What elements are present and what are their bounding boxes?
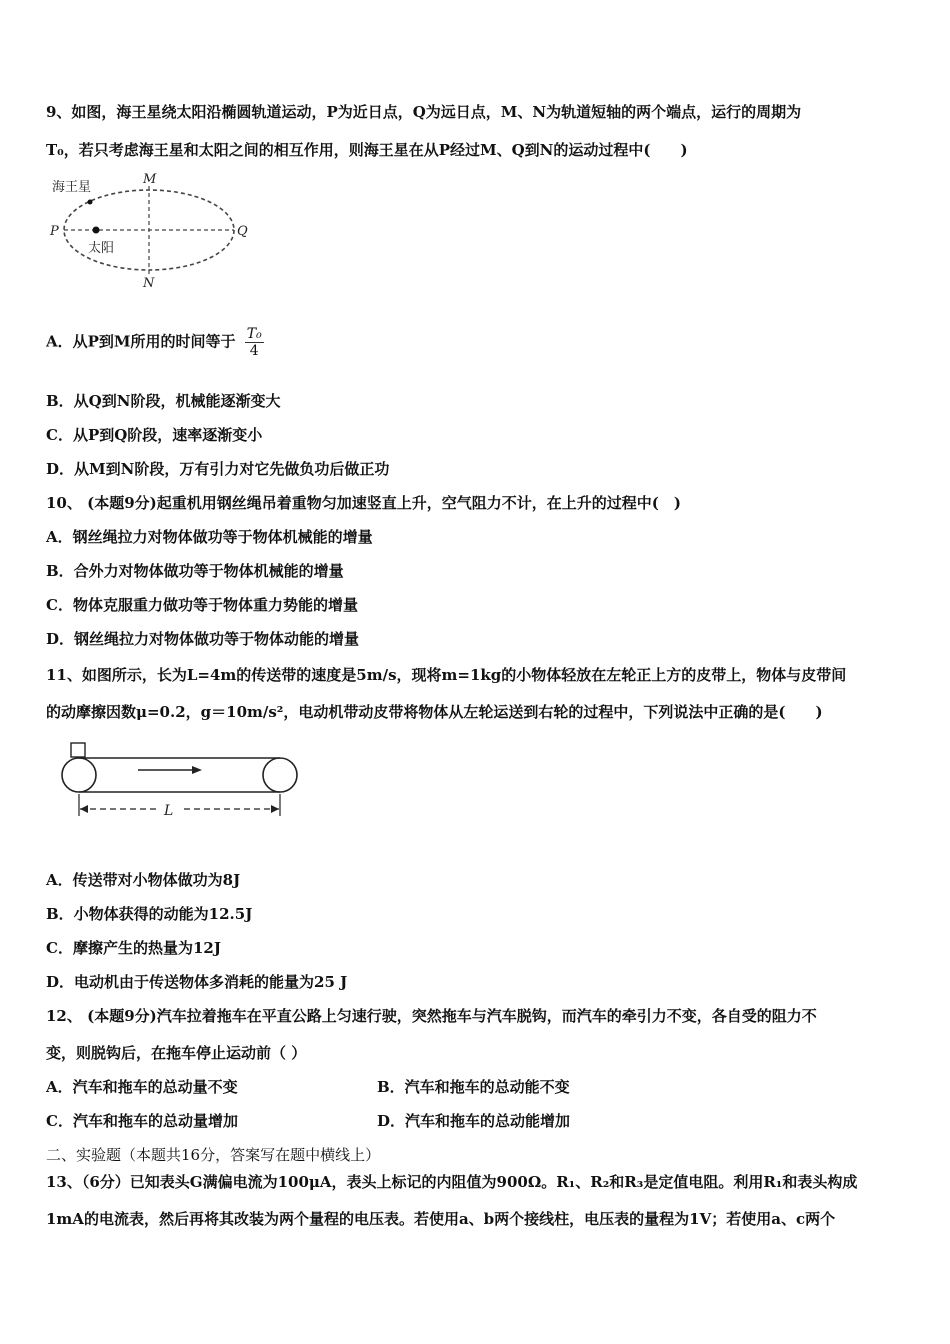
ellipse-orbit-figure: [46, 168, 266, 290]
q12-stem-line2: 变，则脱钩后，在拖车停止运动前（ ）: [46, 1044, 307, 1062]
neptune-dot: [88, 200, 93, 205]
q10-option-a: A．钢丝绳拉力对物体做功等于物体机械能的增量: [46, 528, 373, 546]
q12-stem-line1: 12、 (本题9分)汽车拉着拖车在平直公路上匀速行驶，突然拖车与汽车脱钩，而汽车的牵引力不变，各自受的阻力不: [46, 1007, 817, 1025]
q13-stem-line2: 1mA的电流表，然后再将其改装为两个量程的电压表。若使用a、b两个接线柱，电压表的量程为1V；若使用a、c两个: [46, 1210, 836, 1228]
q9-stem-line1: 9、如图，海王星绕太阳沿椭圆轨道运动，P为近日点，Q为远日点，M、N为轨道短轴的两个端点，运行的周期为: [46, 103, 802, 121]
q12-option-c: C．汽车和拖车的总动量增加: [46, 1112, 238, 1130]
q10-option-b: B．合外力对物体做功等于物体机械能的增量: [46, 562, 344, 580]
dim-arrowhead-right: [271, 805, 279, 813]
point-N-label: N: [143, 276, 155, 290]
sun-label: 太阳: [88, 241, 115, 256]
q11-stem-line2: 的动摩擦因数μ=0.2，g＝10m/s²，电动机带动皮带将物体从左轮运送到右轮的过程中，下列说法中正确的是( ): [46, 703, 823, 721]
length-L-label: L: [164, 803, 174, 819]
q10-option-d: D．钢丝绳拉力对物体做功等于物体动能的增量: [46, 630, 360, 648]
point-M-label: M: [143, 172, 157, 187]
q12-option-d: D．汽车和拖车的总动能增加: [377, 1112, 571, 1130]
right-wheel: [263, 758, 297, 792]
q9-option-d: D．从M到N阶段，万有引力对它先做负功后做正功: [46, 460, 390, 478]
small-block: [71, 743, 85, 757]
left-wheel: [62, 758, 96, 792]
q12-option-a: A．汽车和拖车的总动量不变: [46, 1078, 238, 1096]
neptune-label: 海王星: [52, 180, 92, 195]
sun-dot: [93, 227, 100, 234]
fraction-t0-over-4: [245, 326, 264, 359]
q9-option-b: B．从Q到N阶段，机械能逐渐变大: [46, 392, 281, 410]
point-Q-label: Q: [237, 224, 248, 239]
fraction-denominator: 4: [249, 343, 259, 359]
dim-arrowhead-left: [80, 805, 88, 813]
q10-stem: 10、 (本题9分)起重机用钢丝绳吊着重物匀加速竖直上升，空气阻力不计，在上升的过程中( ): [46, 494, 681, 512]
q11-option-c: C．摩擦产生的热量为12J: [46, 939, 221, 957]
q9-option-c: C．从P到Q阶段，速率逐渐变小: [46, 426, 263, 444]
point-P-label: P: [50, 224, 59, 239]
q11-option-a: A．传送带对小物体做功为8J: [46, 871, 241, 889]
q12-option-b: B．汽车和拖车的总动能不变: [377, 1078, 570, 1096]
q9-stem-line2: T₀，若只考虑海王星和太阳之间的相互作用，则海王星在从P经过M、Q到N的运动过程中( ): [46, 141, 688, 159]
fraction-numerator: T₀: [246, 326, 262, 342]
q11-stem-line1: 11、如图所示，长为L=4m的传送带的速度是5m/s，现将m=1kg的小物体轻放在左轮正上方的皮带上，物体与皮带间: [46, 666, 847, 684]
q11-option-b: B．小物体获得的动能为12.5J: [46, 905, 253, 923]
conveyor-belt-figure: [56, 738, 306, 822]
velocity-arrowhead: [192, 766, 202, 774]
q9-option-a: [46, 326, 264, 359]
q11-option-d: D．电动机由于传送物体多消耗的能量为25 J: [46, 973, 348, 991]
q13-stem-line1: 13、（6分）已知表头G满偏电流为100μA，表头上标记的内阻值为900Ω。R₁、R₂和R₃是定值电阻。利用R₁和表头构成: [46, 1173, 858, 1191]
q9-option-a-text: A．从P到M所用的时间等于: [46, 332, 236, 351]
q10-option-c: C．物体克服重力做功等于物体重力势能的增量: [46, 596, 358, 614]
section-2-heading: 二、实验题（本题共16分，答案写在题中横线上）: [46, 1146, 381, 1164]
